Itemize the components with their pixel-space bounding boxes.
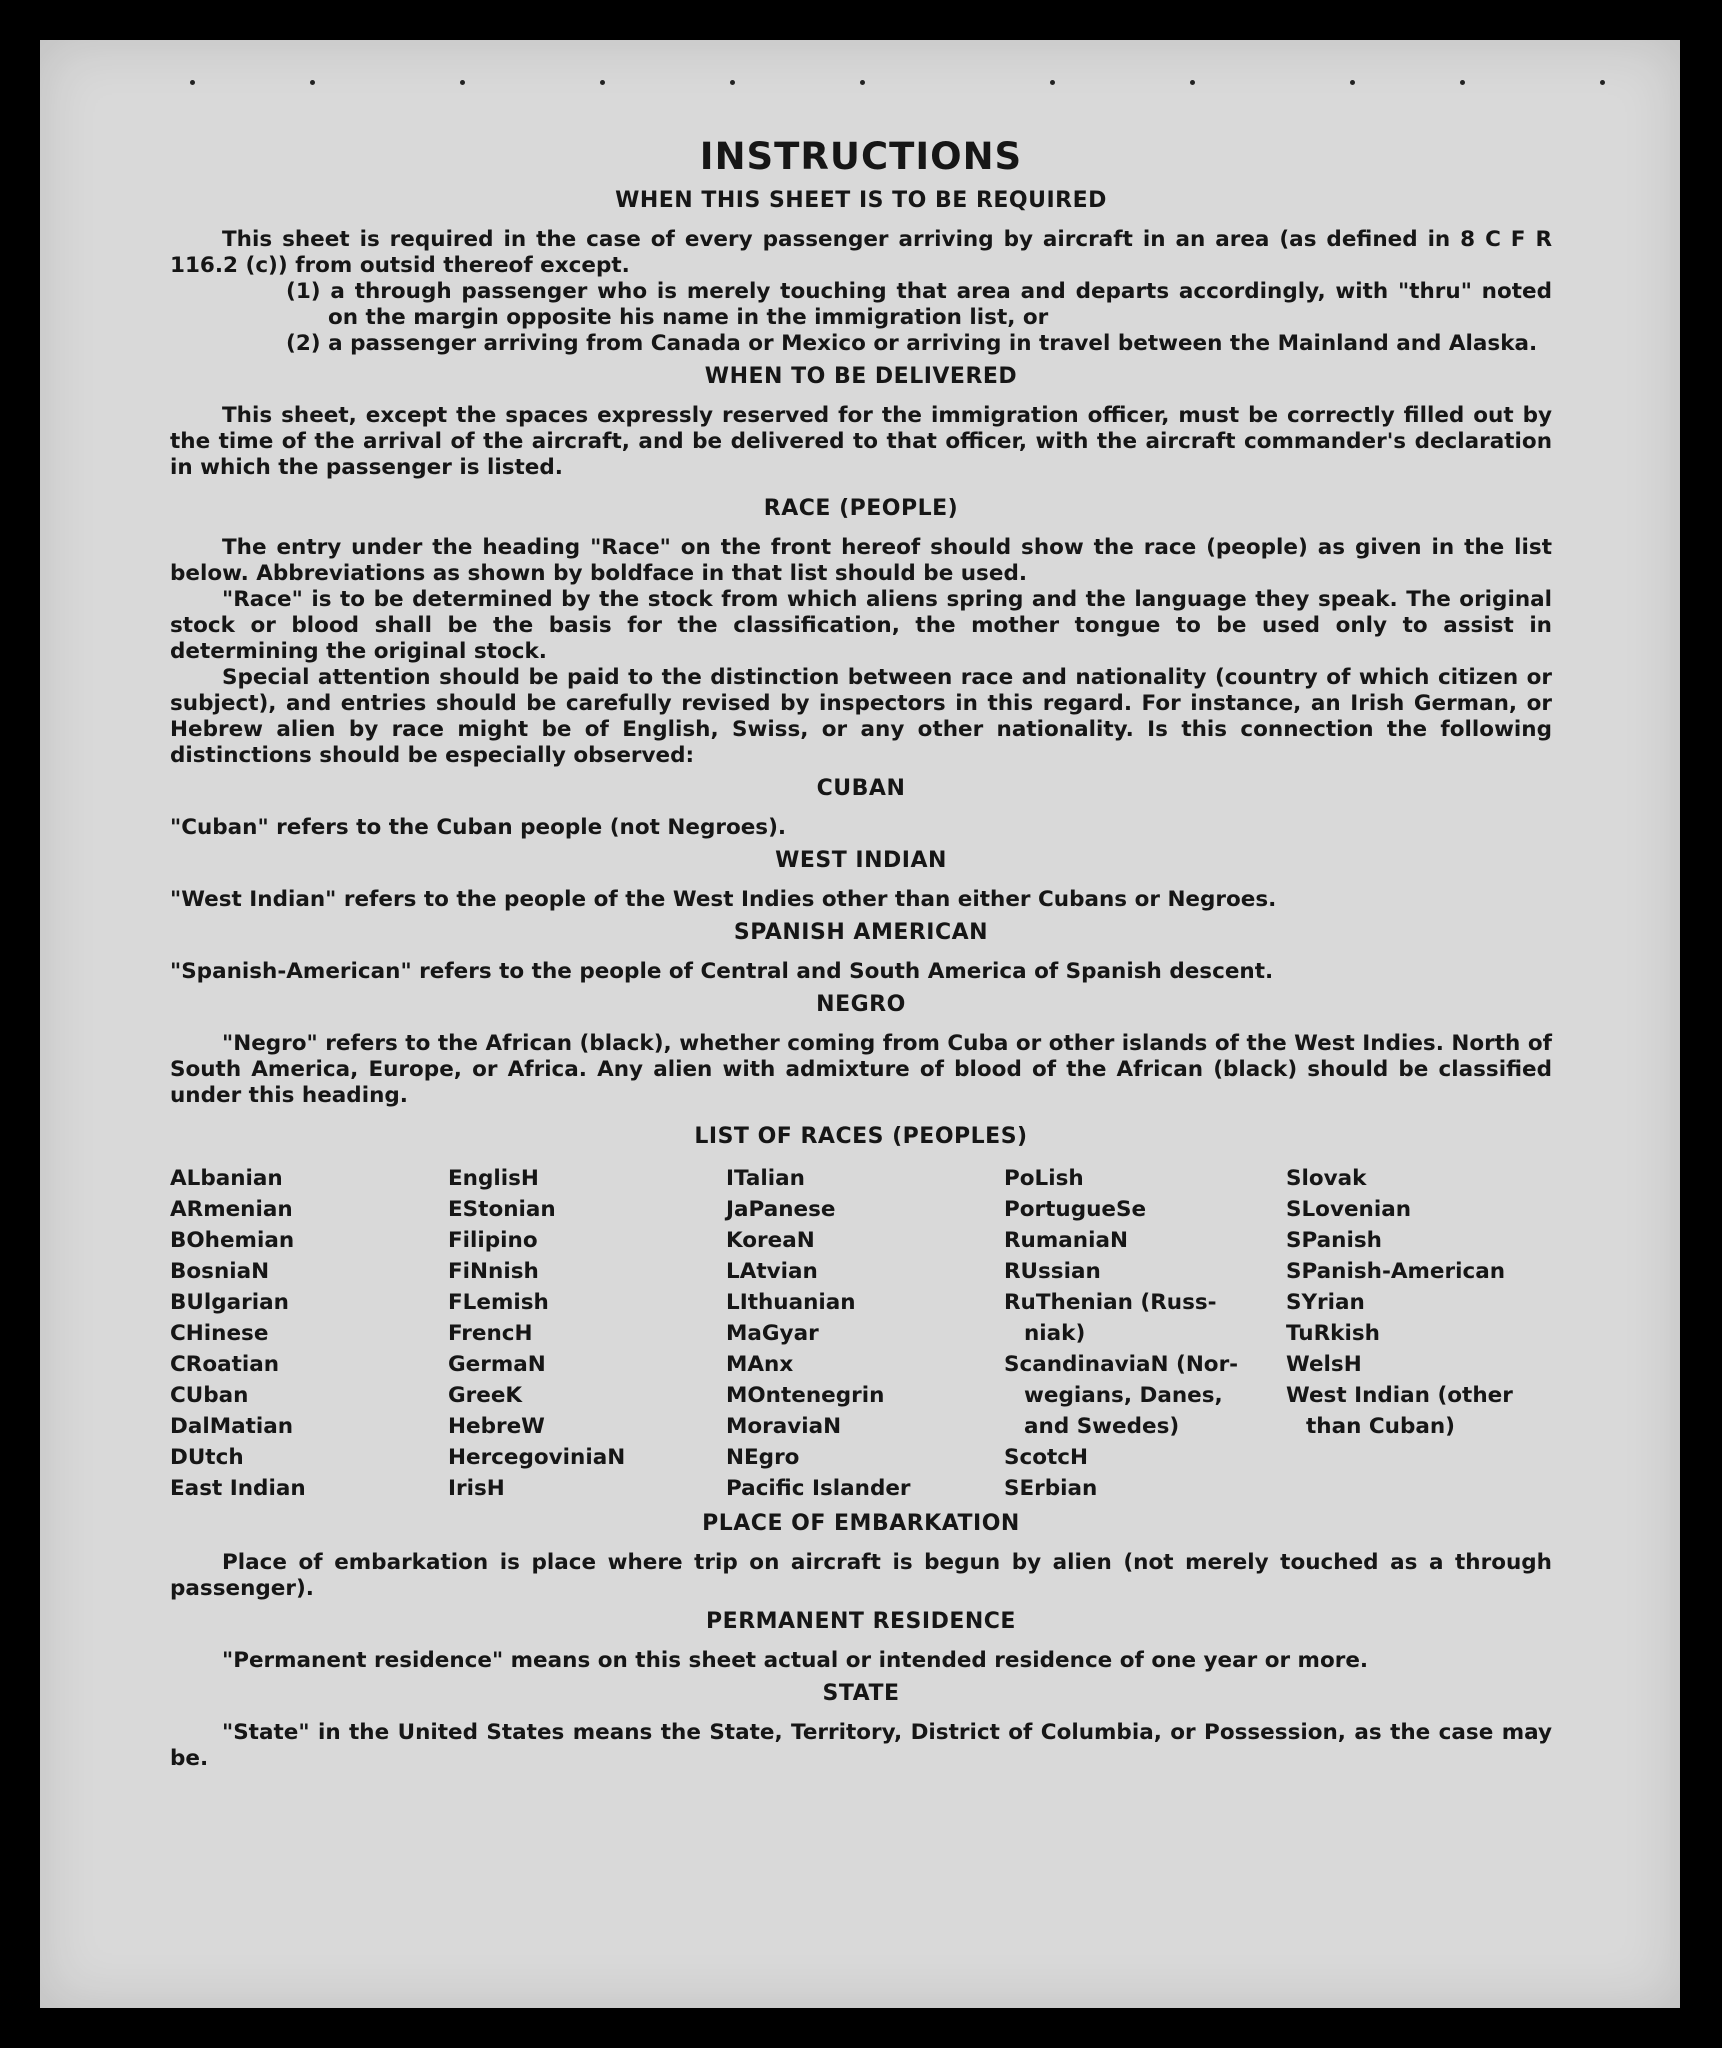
race-item: FrencH (448, 1321, 533, 1346)
punch-dots (40, 80, 1680, 140)
race-item: EnglisH (448, 1166, 539, 1191)
required-item-1: (1) a through passenger who is merely touching that area and departs accordingly, with "thru" noted on the margin opposite his name in the immigration list, or (286, 279, 1552, 330)
races-column-1 (170, 1163, 448, 1504)
embarkation-text: Place of embarkation is place where trip on aircraft is begun by alien (not merely touched as a through passenger). (170, 1550, 1552, 1601)
races-column-3 (726, 1163, 1004, 1504)
race-item: ALbanian (170, 1166, 283, 1191)
race-item: MoraviaN (726, 1414, 842, 1439)
race-item: CRoatian (170, 1352, 280, 1377)
race-item: BOhemian (170, 1228, 295, 1253)
page-title: INSTRUCTIONS (699, 135, 1023, 178)
race-item: LIthuanian (726, 1290, 856, 1315)
document-sheet (40, 40, 1680, 2008)
race-item: and Swedes) (1024, 1414, 1180, 1439)
race-item: KoreaN (726, 1228, 815, 1253)
heading-state: STATE (822, 1681, 900, 1706)
race-item: CUban (170, 1383, 249, 1408)
negro-text: "Negro" refers to the African (black), whether coming from Cuba or other islands of the West Indies. North of South America, Europe, or Africa. Any alien with admixture of blood of the African (black) should be classified under this heading. (170, 1031, 1552, 1108)
race-item: MaGyar (726, 1321, 819, 1346)
race-paragraph-1: The entry under the heading "Race" on the front hereof should show the race (people) as given in the list below. Abbreviations as shown by boldface in that list should be used. (170, 535, 1552, 586)
race-item: DalMatian (170, 1414, 294, 1439)
race-item: SErbian (1004, 1476, 1098, 1501)
race-item: SPanish (1286, 1228, 1382, 1253)
race-item: GermaN (448, 1352, 546, 1377)
heading-embarkation: PLACE OF EMBARKATION (702, 1511, 1020, 1536)
spanish-american-text: "Spanish-American" refers to the people of Central and South America of Spanish descent. (170, 959, 1274, 984)
race-item: RumaniaN (1004, 1228, 1128, 1253)
race-item: wegians, Danes, (1024, 1383, 1223, 1408)
cuban-text: "Cuban" refers to the Cuban people (not Negroes). (170, 815, 787, 840)
race-item: East Indian (170, 1476, 306, 1501)
delivered-text: This sheet, except the spaces expressly reserved for the immigration officer, must be correctly filled out by the time of the arrival of the aircraft, and be delivered to that officer, with the aircraft commander's declaration in which the passenger is listed. (170, 403, 1552, 480)
race-paragraph-2: "Race" is to be determined by the stock from which aliens spring and the language they speak. The original stock or blood shall be the basis for the classification, the mother tongue to be used only to assist in determining the original stock. (170, 587, 1552, 664)
west-indian-text: "West Indian" refers to the people of the West Indies other than either Cubans or Negroes. (170, 887, 1277, 912)
heading-delivered: WHEN TO BE DELIVERED (704, 364, 1018, 389)
race-item: FiNnish (448, 1259, 539, 1284)
heading-residence: PERMANENT RESIDENCE (706, 1609, 1016, 1634)
race-item: GreeK (448, 1383, 523, 1408)
race-item: WelsH (1286, 1352, 1362, 1377)
race-item: SPanish-American (1286, 1259, 1506, 1284)
race-item: ScotcH (1004, 1445, 1089, 1470)
state-text: "State" in the United States means the State, Territory, District of Columbia, or Possession, as the case may be. (170, 1720, 1552, 1771)
race-item: EStonian (448, 1197, 556, 1222)
heading-list-of-races: LIST OF RACES (PEOPLES) (694, 1124, 1028, 1149)
heading-west-indian: WEST INDIAN (775, 848, 947, 873)
race-item: SLovenian (1286, 1197, 1412, 1222)
race-item: RuThenian (Russ- (1004, 1290, 1217, 1315)
race-item: HebreW (448, 1414, 545, 1439)
race-item: FLemish (448, 1290, 549, 1315)
race-item: IrisH (448, 1476, 505, 1501)
race-item: BUlgarian (170, 1290, 289, 1315)
races-list (170, 1163, 1552, 1504)
race-item: HercegoviniaN (448, 1445, 626, 1470)
race-item: ARmenian (170, 1197, 293, 1222)
race-item: NEgro (726, 1445, 800, 1470)
race-item: LAtvian (726, 1259, 818, 1284)
race-item: CHinese (170, 1321, 269, 1346)
race-item: Slovak (1286, 1166, 1367, 1191)
race-item: BosniaN (170, 1259, 270, 1284)
races-column-2 (448, 1163, 726, 1504)
heading-race: RACE (PEOPLE) (763, 496, 959, 521)
races-column-4 (1004, 1163, 1286, 1504)
race-item: SYrian (1286, 1290, 1365, 1315)
instructions-content (170, 135, 1552, 1772)
required-intro: This sheet is required in the case of every passenger arriving by aircraft in an area (as defined in 8 C F R 116.2 (c)) from outsid thereof except. (170, 227, 1552, 278)
race-paragraph-3: Special attention should be paid to the distinction between race and nationality (country of which citizen or subject), and entries should be carefully revised by inspectors in this regard. For instance, an Irish German, or Hebrew alien by race might be of English, Swiss, or any other nationality. Is this connection the following distinctions should be especially observed: (170, 665, 1552, 768)
heading-cuban: CUBAN (816, 776, 906, 801)
race-item: Filipino (448, 1228, 538, 1253)
race-item: RUssian (1004, 1259, 1101, 1284)
race-item: DUtch (170, 1445, 244, 1470)
residence-text: "Permanent residence" means on this sheet actual or intended residence of one year or more. (222, 1648, 1369, 1673)
races-column-5 (1286, 1163, 1552, 1504)
heading-required: WHEN THIS SHEET IS TO BE REQUIRED (615, 188, 1107, 213)
race-item: MAnx (726, 1352, 794, 1377)
race-item: PortugueSe (1004, 1197, 1147, 1222)
heading-spanish-american: SPANISH AMERICAN (733, 920, 989, 945)
race-item: JaPanese (726, 1197, 836, 1222)
race-item: niak) (1024, 1321, 1086, 1346)
race-item: PoLish (1004, 1166, 1084, 1191)
required-item-2: (2) a passenger arriving from Canada or Mexico or arriving in travel between the Mainland and Alaska. (286, 331, 1538, 356)
race-item: TuRkish (1286, 1321, 1380, 1346)
race-item: Pacific Islander (726, 1476, 911, 1501)
heading-negro: NEGRO (816, 992, 906, 1017)
race-item: MOntenegrin (726, 1383, 885, 1408)
race-item: ScandinaviaN (Nor- (1004, 1352, 1239, 1377)
race-item: West Indian (other (1286, 1383, 1513, 1408)
race-item: than Cuban) (1306, 1414, 1455, 1439)
race-item: ITalian (726, 1166, 805, 1191)
